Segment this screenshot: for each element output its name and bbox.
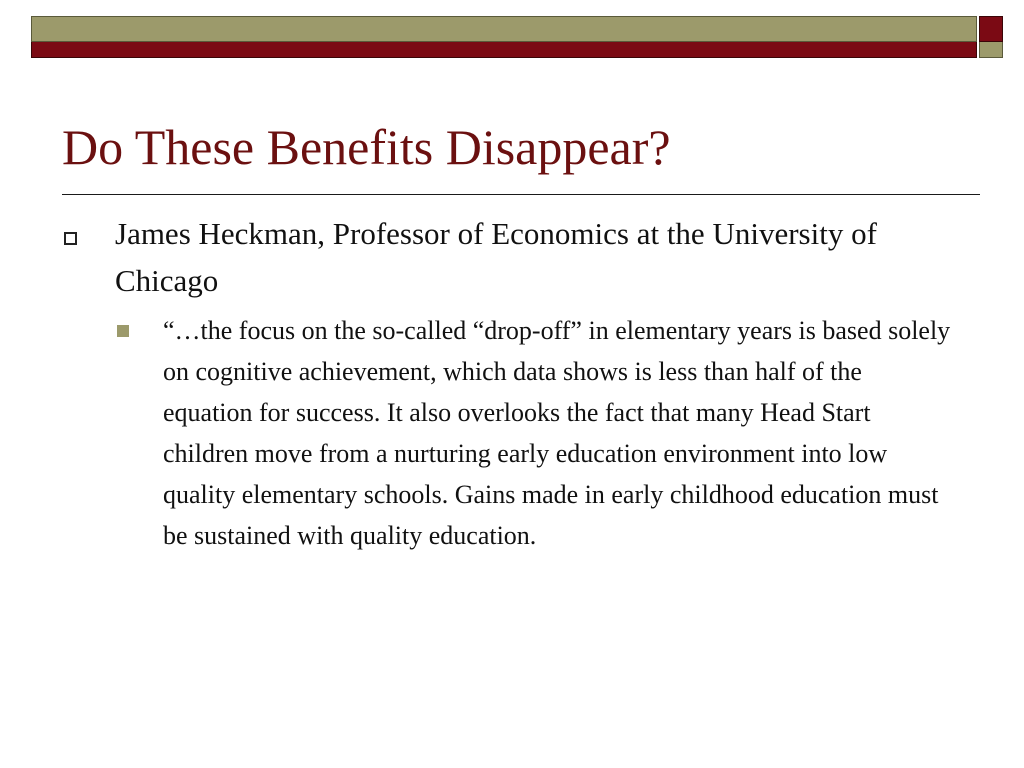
sub-bullet-item	[62, 310, 953, 556]
header-square-olive	[979, 42, 1003, 58]
bullet-text: James Heckman, Professor of Economics at the University of Chicago	[115, 216, 877, 298]
header-bar-maroon	[31, 42, 977, 58]
bullet-item	[62, 210, 962, 304]
slide-title: Do These Benefits Disappear?	[62, 119, 671, 175]
slide-body	[62, 210, 962, 556]
header-square-maroon	[979, 16, 1003, 42]
hollow-square-bullet-icon	[64, 232, 77, 245]
title-divider	[62, 194, 980, 195]
quote-text: “…the focus on the so-called “drop-off” in elementary years is based solely on cognitive achievement, which data shows is less than half of the equation for success. It also overlooks the fact that many Head Start children move from a nurturing early education environment into low quality elementary schools. Gains made in early childhood education must be sustained with quality education.	[163, 316, 951, 550]
filled-square-bullet-icon	[117, 325, 129, 337]
header-bar-olive	[31, 16, 977, 42]
